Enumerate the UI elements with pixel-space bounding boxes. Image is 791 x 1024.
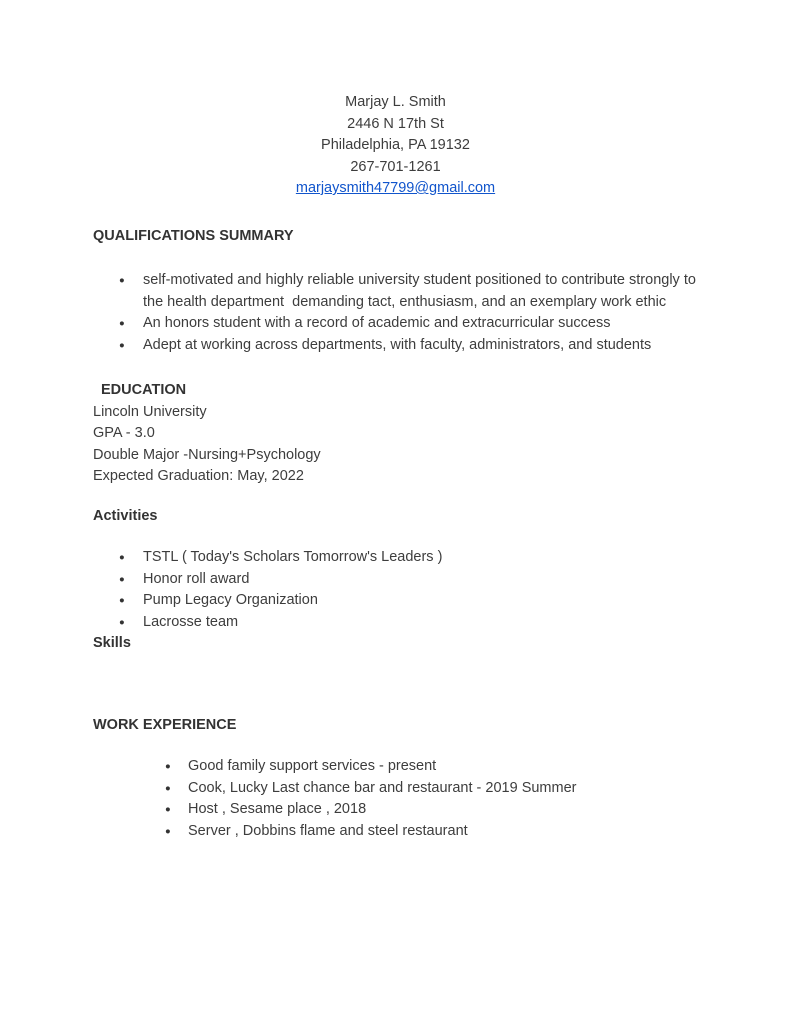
work-experience-item: ● Server , Dobbins flame and steel restaurant [93,821,698,843]
work-experience-item: ● Cook, Lucky Last chance bar and restaurant - 2019 Summer [93,778,698,800]
qualification-item: ● self-motivated and highly reliable university student positioned to contribute strongly to the health department demanding tact, enthusiasm, and an exemplary work ethic [93,270,698,313]
work-experience-heading: WORK EXPERIENCE [93,716,237,733]
education-gpa: GPA - 3.0 [93,425,155,441]
work-experience-item: ● Host , Sesame place , 2018 [93,799,698,821]
qualifications-list [93,270,698,356]
education-heading: EDUCATION [101,382,187,398]
qualification-item: ● Adept at working across departments, with faculty, administrators, and students [93,335,698,357]
activity-item: ● Pump Legacy Organization [93,590,698,612]
education-major: Double Major -Nursing+Psychology [93,446,321,463]
city-state-zip: Philadelphia, PA 19132 [321,137,470,153]
activity-item: ● TSTL ( Today's Scholars Tomorrow's Leaders ) [93,547,698,569]
activity-item: ● Lacrosse team [93,612,698,634]
email-line [93,178,698,200]
education-graduation: Expected Graduation: May, 2022 [93,468,304,484]
education-school: Lincoln University [93,403,207,420]
work-experience-list [93,756,698,842]
phone-number: 267-701-1261 [350,158,441,175]
email-link[interactable]: marjaysmith47799@gmail.com [295,180,496,196]
street-address: 2446 N 17th St [347,115,444,132]
person-name: Marjay L. Smith [345,94,446,110]
activities-heading: Activities [93,507,158,524]
activities-list [93,547,698,633]
qualifications-heading: QUALIFICATIONS SUMMARY [93,227,294,244]
work-experience-item: ● Good family support services - present [93,756,698,778]
activity-item: ● Honor roll award [93,569,698,591]
contact-header [93,92,698,200]
skills-heading: Skills [93,635,131,651]
qualification-item: ● An honors student with a record of academic and extracurricular success [93,313,698,335]
education-details [93,402,698,488]
